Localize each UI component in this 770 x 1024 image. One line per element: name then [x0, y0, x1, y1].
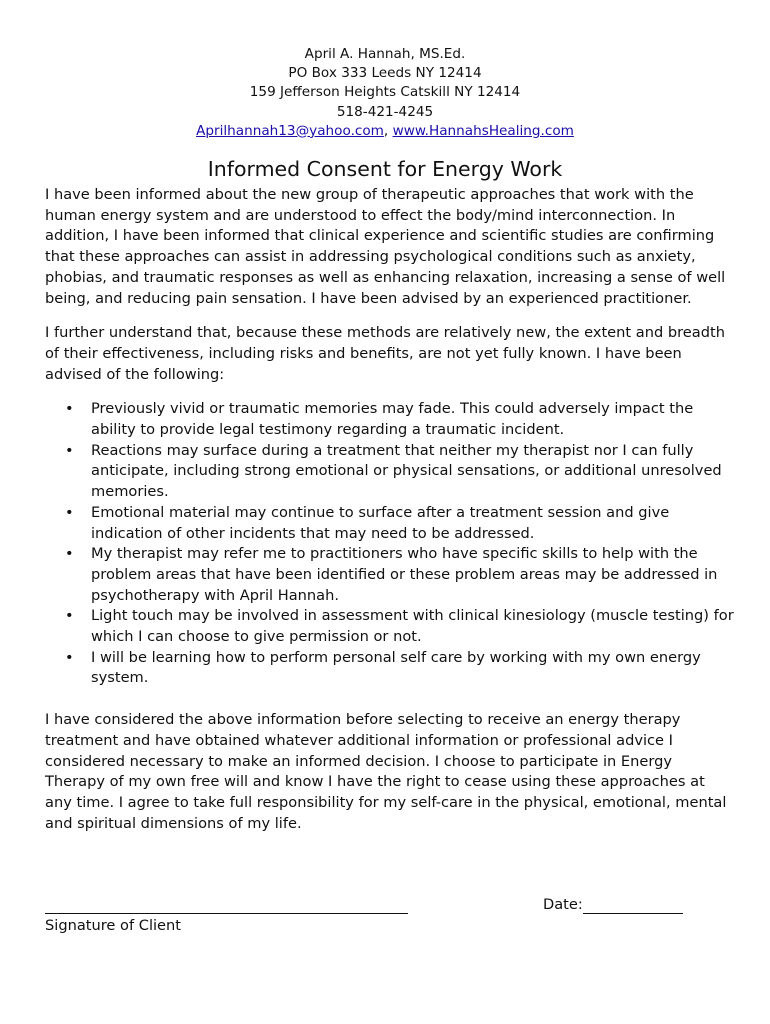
intro-paragraph: I have been informed about the new group of therapeutic approaches that work with the human energy system and are understood to effect the body/mind interconnection. In addition, I have been informed that clinical experience and scientific studies are confirming that these approaches can assist in addressing psychological conditions such as anxiety, phobias, and traumatic responses as well as enhancing relaxation, increasing a sense of well being, and reducing pain sensation. I have been advised by an experienced practitioner.: [45, 186, 726, 307]
risk-list: [45, 399, 735, 689]
list-item: [45, 503, 735, 544]
document-body: [45, 185, 735, 834]
list-item: [45, 544, 735, 606]
list-item: [45, 606, 735, 647]
bullet-icon: •: [65, 400, 74, 418]
list-item-text: Emotional material may continue to surface after a treatment session and give indication of other incidents that may need to be addressed.: [91, 503, 670, 542]
signature-line[interactable]: [45, 895, 408, 916]
date-field: [543, 895, 683, 916]
phone-number: 518-421-4245: [336, 103, 434, 120]
bullet-icon: •: [65, 648, 74, 666]
contact-links: [0, 122, 770, 141]
practitioner-name: April A. Hannah, MS.Ed.: [304, 46, 466, 62]
document-title: Informed Consent for Energy Work: [207, 157, 563, 181]
further-paragraph: I further understand that, because these methods are relatively new, the extent and breadth of their effectiveness, including risks and benefits, are not yet fully known. I have been advised of the following:: [45, 324, 725, 383]
list-item-text: Reactions may surface during a treatment that neither my therapist nor I can fully anticipate, including strong emotional or physical sensations, or additional unresolved memories.: [91, 441, 722, 501]
list-item-text: Previously vivid or traumatic memories may fade. This could adversely impact the ability to provide legal testimony regarding a traumatic incident.: [91, 400, 694, 439]
list-item: [45, 648, 735, 689]
email-link[interactable]: Aprilhannah13@yahoo.com: [196, 122, 384, 139]
bullet-icon: •: [65, 607, 74, 625]
list-item-text: My therapist may refer me to practitioners who have specific skills to help with the problem areas that have been identified or these problem areas may be addressed in psychotherapy with April Hannah.: [91, 545, 718, 604]
website-link[interactable]: www.HannahsHealing.com: [392, 122, 574, 139]
link-separator: ,: [383, 122, 393, 139]
po-box-address: PO Box 333 Leeds NY 12414: [288, 65, 482, 82]
conclusion-paragraph: I have considered the above information before selecting to receive an energy therapy treatment and have obtained whatever additional information or professional advice I considered necessary to make an informed decision. I choose to participate in Energy Therapy of my own free will and know I have the right to cease using these approaches at any time. I agree to take full responsibility for my self-care in the physical, emotional, mental and spiritual dimensions of my life.: [45, 711, 727, 832]
list-item-text: I will be learning how to perform personal self care by working with my own energy system.: [91, 648, 701, 687]
date-label: Date:: [543, 896, 583, 913]
date-blank[interactable]: [583, 895, 683, 914]
bullet-icon: •: [65, 545, 74, 563]
street-address: 159 Jefferson Heights Catskill NY 12414: [249, 84, 521, 101]
list-item: [45, 399, 735, 440]
signature-blank[interactable]: [45, 895, 408, 914]
bullet-icon: •: [65, 441, 74, 459]
signature-label: Signature of Client: [45, 917, 181, 934]
list-item-text: Light touch may be involved in assessment with clinical kinesiology (muscle testing) for which I can choose to give permission or not.: [91, 607, 734, 646]
letterhead: [0, 45, 770, 141]
list-item: [45, 441, 735, 503]
bullet-icon: •: [65, 503, 74, 521]
